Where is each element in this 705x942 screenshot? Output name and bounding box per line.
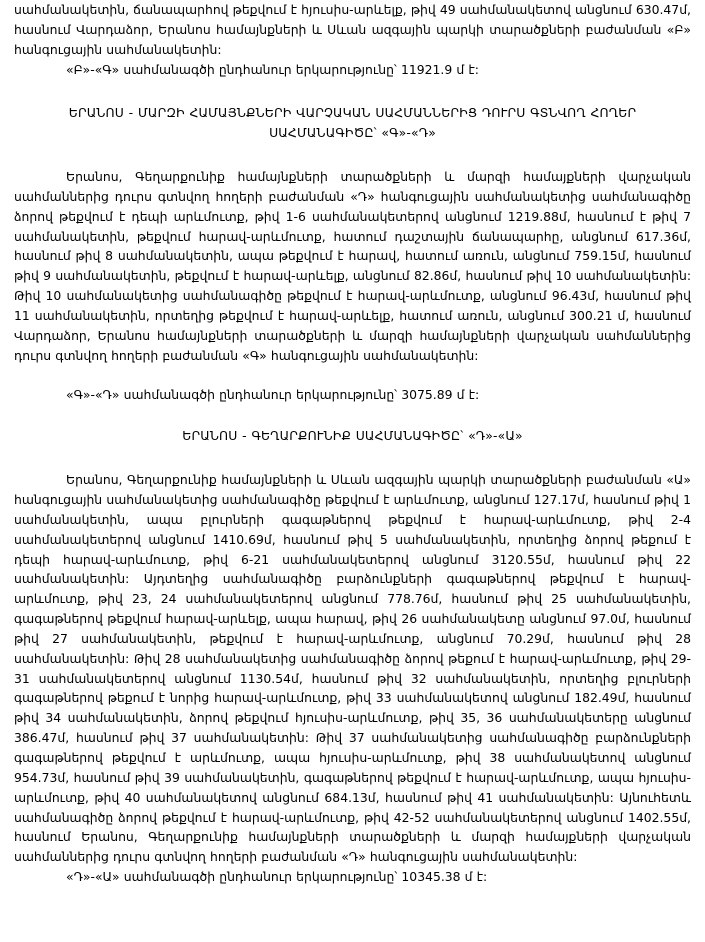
total-length-d-a: «Դ»-«Ա» սահմանագծի ընդհանուր երկարությունը՝ 10345.38 մ է:: [66, 869, 488, 885]
spacer: [14, 404, 691, 426]
total-length-b-g: «Բ»-«Գ» սահմանագծի ընդհանուր երկարությունը՝ 11921.9 մ է:: [66, 61, 479, 77]
spacer: [14, 366, 691, 385]
paragraph-boundary-b-continuation: սահմանակետին, ճանապարհով թեքվում է հյուսիս-արևելք, թիվ 49 սահմանակետով անցնում 630.47մ, հասնում Վարդաձոր, Երանոս համայնքների և Սևան ազգային պարկի տարածքների բաժանման «Բ» հանգուցային սահմանակետին:: [14, 2, 691, 57]
spacer: [14, 143, 691, 167]
paragraph-boundary-d-a: Երանոս, Գեղարքունիք համայնքների և Սևան ազգային պարկի տարածքների բաժանման «Ա» հանգուցային սահմանակետից սահմանագիծը թեքվում է արևմուտք, անցնում 127.17մ, հասնում թիվ 1 սահմանակետին, ապա բլուրների գագաթներով թեքվում է հարավ-արևմուտք, թիվ 2-4 սահմանակետերով անցնում 1410.69մ, հասնում թիվ 5 սահմանակետին, որտեղից ձորով թեքում է դեպի հարավ-արևմուտք, թիվ 6-21 սահմանակետերով անցնում 3120.55մ, հասնում թիվ 22 սահմանակետին: Այդտեղից սահմանագիծը բարձունքների գագաթներով թեքվում է հարավ-արևմուտք, թիվ 23, 24 սահմանակետերով անցնում 778.76մ, հասնում թիվ 25 սահմանակետին, գագաթներով թեքվում հարավ-արևելք, ապա հարավ, թիվ 26 սահմանակետը անցնում 97.0մ, հասնում թիվ 27 սահմանակետին, թեքվում է հարավ-արևմուտք, անցնում 70.29մ, հասնում թիվ 28 սահմանակետին: Թիվ 28 սահմանակետից սահմանագիծը ձորով թեքում է հարավ-արևմուտք, թիվ 29-31 սահմանակետերով անցնում 1130.54մ, հասնում թիվ 32 սահմանակետին, որտեղից բլուրների գագաթներով թեքում է նորից հարավ-արևմուտք, թիվ 33 սահմանակետով անցնում 182.49մ, հասնում թիվ 34 սահմանակետին, ձորով թեքվում հյուսիս-արևմուտք, թիվ 35, 36 սահմանակետերը անցնում 386.47մ, հասնում թիվ 37 սահմանակետին: Թիվ 37 սահմանակետից սահմանագիծը բարձունքների գագաթներով թեքվում է արևմուտք, ապա հյուսիս-արևմուտք, թիվ 38 սահմանակետով անցնում 954.73մ, հասնում թիվ 39 սահմանակետին, գագաթներով թեքվում է հարավ-արևմուտք, ապա հյուսիս-արևմուտք, թիվ 40 սահմանակետով անցնում 684.13մ, հասնում թիվ 41 սահմանակետին: Այնուհետև սահմանագիծը ձորով թեքվում է հարավ-արևմուտք, թիվ 42-52 սահմանակետերով անցնում 1402.55մ, հասնում Երանոս, Գեղարքունիք համայնքների տարածքների և մարզի համայքների վարչական սահմաններից դուրս գտնվող հողերի բաժանման «Դ» հանգուցային սահմանակետին:: [14, 472, 691, 865]
section-heading-d-a: ԵՐԱՆՈՍ - ԳԵՂԱՐՔՈՒՆԻՔ ՍԱՀՄԱՆԱԳԻԾԸ՝ «Դ»-«Ա»: [182, 428, 523, 444]
total-length-g-d: «Գ»-«Դ» սահմանագծի ընդհանուր երկարությունը՝ 3075.89 մ է:: [66, 386, 480, 402]
spacer: [14, 79, 691, 103]
section-heading-g-d-line1: ԵՐԱՆՈՍ - ՄԱՐԶԻ ՀԱՄԱՅՆՔՆԵՐԻ ՎԱՐՉԱԿԱՆ ՍԱՀՄԱՆՆԵՐԻՑ ԴՈՒՐՍ ԳՏՆՎՈՂ ՀՈՂԵՐ: [68, 105, 637, 121]
spacer: [14, 446, 691, 470]
paragraph-boundary-g-d: Երանոս, Գեղարքունիք համայնքների տարածքների և մարզի համայքների վարչական սահմաններից դուրս գտնվող հողերի բաժանման «Դ» հանգուցային սահմանակետից սահմանագիծը ձորով թեքվում է դեպի արևմուտք, թիվ 1-6 սահմանակետերով անցնում 1219.88մ, հասնում է թիվ 7 սահմանակետին, թեքվում հարավ-արևմուտք, հատում դաշտային ճանապարհը, անցնում 617.36մ, հասնում թիվ 8 սահմանակետին, ապա թեքվում է հարավ, հատում առուն, անցնում 759.15մ, հասնում թիվ 9 սահմանակետին, թեքվում է հարավ-արևելք, անցնում 82.86մ, հասնում թիվ 10 սահմանակետին: Թիվ 10 սահմանակետից սահմանագիծը թեքվում է հարավ-արևմուտք, անցնում 96.43մ, հասնում թիվ 11 սահմանակետին, որտեղից թեքվում է հարավ-արևելք, հատում առուն, անցնում 300.21 մ, հասնում Վարդաձոր, Երանոս համայնքների տարածքների և մարզի համայնքների վարչական սահմաններից դուրս գտնվող հողերի բաժանման «Գ» հանգուցային սահմանակետին:: [14, 169, 691, 363]
section-heading-g-d-line2: ՍԱՀՄԱՆԱԳԻԾԸ՝ «Գ»-«Դ»: [269, 125, 436, 141]
